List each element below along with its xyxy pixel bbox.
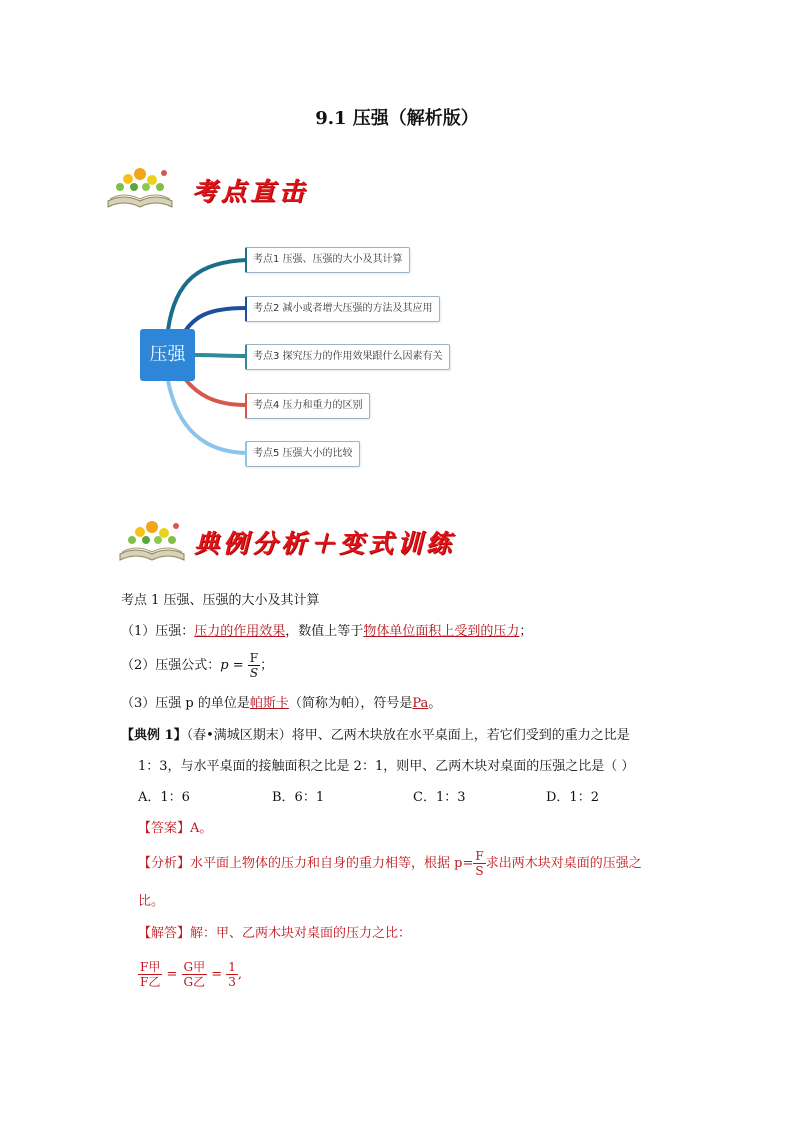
mindmap-node-3: 考点3 探究压力的作用效果跟什么因素有关 (245, 344, 450, 370)
mindmap-node-2: 考点2 减小或者增大压强的方法及其应用 (245, 296, 440, 322)
analysis-line-2: 比。 (138, 894, 165, 909)
mindmap-node-5: 考点5 压强大小的比较 (245, 441, 360, 467)
option-a: A．1：6 (138, 790, 190, 805)
point-2-formula: （2）压强公式：p = $\frac{F}{S}$ ； (121, 651, 274, 680)
example-1-line1: 【典例 1】（春•满城区期末）将甲、乙两木块放在水平桌面上，若它们受到的重力之比是 (121, 728, 630, 743)
ratio-equation: $\frac{\text{F甲}}{\text{F乙}}$ = $\frac{\text{G甲}}{\text{G乙}}$ = $\frac{1}{3}$ , (140, 960, 243, 989)
option-d: D．1：2 (546, 790, 599, 805)
analysis-fraction: $\frac{F}{S}$ (475, 849, 484, 878)
example-1-line2: 1：3，与水平桌面的接触面积之比是 2：1，则甲、乙两木块对桌面的压强之比是（ ） (138, 759, 635, 774)
analysis-line: 【分析】水平面上物体的压力和自身的重力相等，根据 p= $\frac{F}{S}$ 求出两木块对桌面的压强之 (138, 849, 642, 878)
mindmap-node-4: 考点4 压力和重力的区别 (245, 393, 370, 419)
section-heading-kaodian: 考点直击 (192, 177, 309, 206)
page-title: 9.1 压强（解析版） (315, 108, 479, 129)
option-c: C．1：3 (413, 790, 466, 805)
answer-line: 【答案】A。 (138, 821, 213, 836)
option-b: B．6：1 (272, 790, 325, 805)
solution-line: 【解答】解：甲、乙两木块对桌面的压力之比： (138, 926, 412, 941)
kaodian-heading: 考点 1 压强、压强的大小及其计算 (121, 593, 320, 608)
point-1: （1）压强：压力的作用效果，数值上等于物体单位面积上受到的压力； (121, 624, 533, 639)
mindmap-center-node: 压强 (140, 329, 195, 381)
point-3: （3）压强 p 的单位是帕斯卡（简称为帕），符号是Pa。 (121, 696, 442, 711)
section-heading-examples: 典例分析＋变式训练 (194, 529, 456, 558)
book-flower-icon (116, 518, 188, 564)
mindmap-node-1: 考点1 压强、压强的大小及其计算 (245, 247, 410, 273)
pressure-formula-fraction: $\frac{F}{S}$ (249, 651, 259, 680)
